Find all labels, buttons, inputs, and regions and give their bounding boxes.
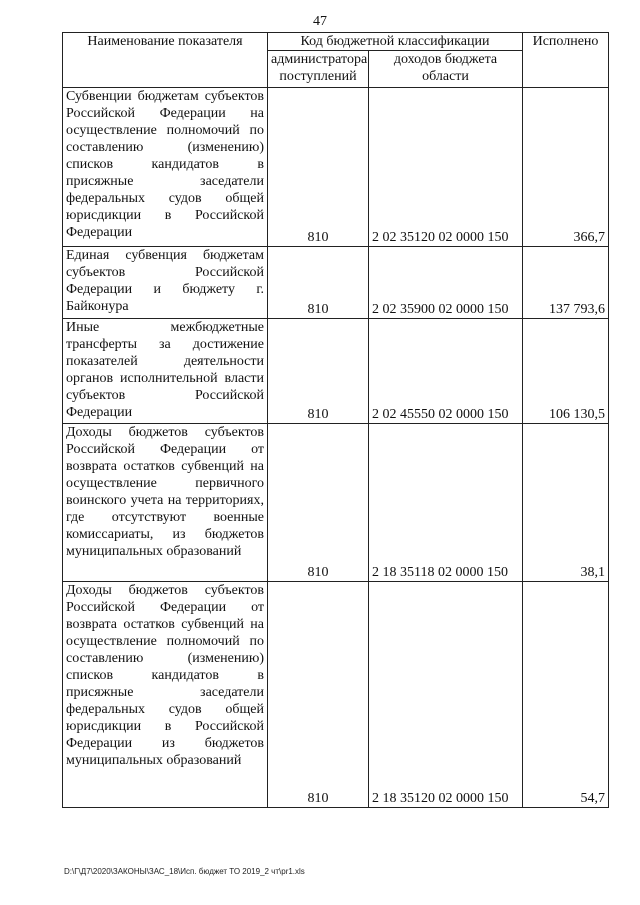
income-code: 2 18 35120 02 0000 150 <box>369 582 523 808</box>
table-row <box>63 88 609 247</box>
file-path: D:\Г\Д7\2020\ЗАКОНЫ\ЗАС_18\Исп. бюджет ТО 2019_2 чт\pr1.xls <box>64 867 305 876</box>
header-name: Наименование показателя <box>63 33 268 88</box>
indicator-name: Иные межбюджетные трансферты за достижение показателей деятельности органов исполнительной власти субъектов Российской Федерации <box>63 319 268 424</box>
page-number: 47 <box>313 14 327 29</box>
income-code: 2 18 35118 02 0000 150 <box>369 424 523 582</box>
header-admin: администратора поступлений <box>268 51 369 88</box>
executed-amount: 106 130,5 <box>523 319 609 424</box>
indicator-name: Доходы бюджетов субъектов Российской Федерации от возврата остатков субвенций на осуществление первичного воинского учета на территориях, где отсутствуют военные комиссариаты, из бюджетов муниципальных образований <box>63 424 268 582</box>
admin-code: 810 <box>268 319 369 424</box>
income-code: 2 02 35900 02 0000 150 <box>369 247 523 319</box>
table-row <box>63 424 609 582</box>
executed-amount: 54,7 <box>523 582 609 808</box>
table-row <box>63 319 609 424</box>
header-classification: Код бюджетной классификации <box>268 33 523 51</box>
indicator-name: Субвенции бюджетам субъектов Российской Федерации на осуществление полномочий по составлению (изменению) списков кандидатов в присяжные заседатели федеральных судов общей юрисдикции в Российской Федерации <box>63 88 268 247</box>
admin-code: 810 <box>268 247 369 319</box>
income-code: 2 02 45550 02 0000 150 <box>369 319 523 424</box>
executed-amount: 137 793,6 <box>523 247 609 319</box>
table-row <box>63 582 609 808</box>
indicator-name: Доходы бюджетов субъектов Российской Федерации от возврата остатков субвенций на осуществление полномочий по составлению (изменению) списков кандидатов в присяжные заседатели федеральных судов общей юрисдикции в Российской Федерации из бюджетов муниципальных образований <box>63 582 268 808</box>
header-executed: Исполнено <box>523 33 609 88</box>
executed-amount: 366,7 <box>523 88 609 247</box>
income-code: 2 02 35120 02 0000 150 <box>369 88 523 247</box>
indicator-name: Единая субвенция бюджетам субъектов Российской Федерации и бюджету г. Байконура <box>63 247 268 319</box>
admin-code: 810 <box>268 88 369 247</box>
budget-table <box>62 32 609 808</box>
admin-code: 810 <box>268 582 369 808</box>
admin-code: 810 <box>268 424 369 582</box>
executed-amount: 38,1 <box>523 424 609 582</box>
header-income: доходов бюджета области <box>369 51 523 88</box>
table-row <box>63 247 609 319</box>
